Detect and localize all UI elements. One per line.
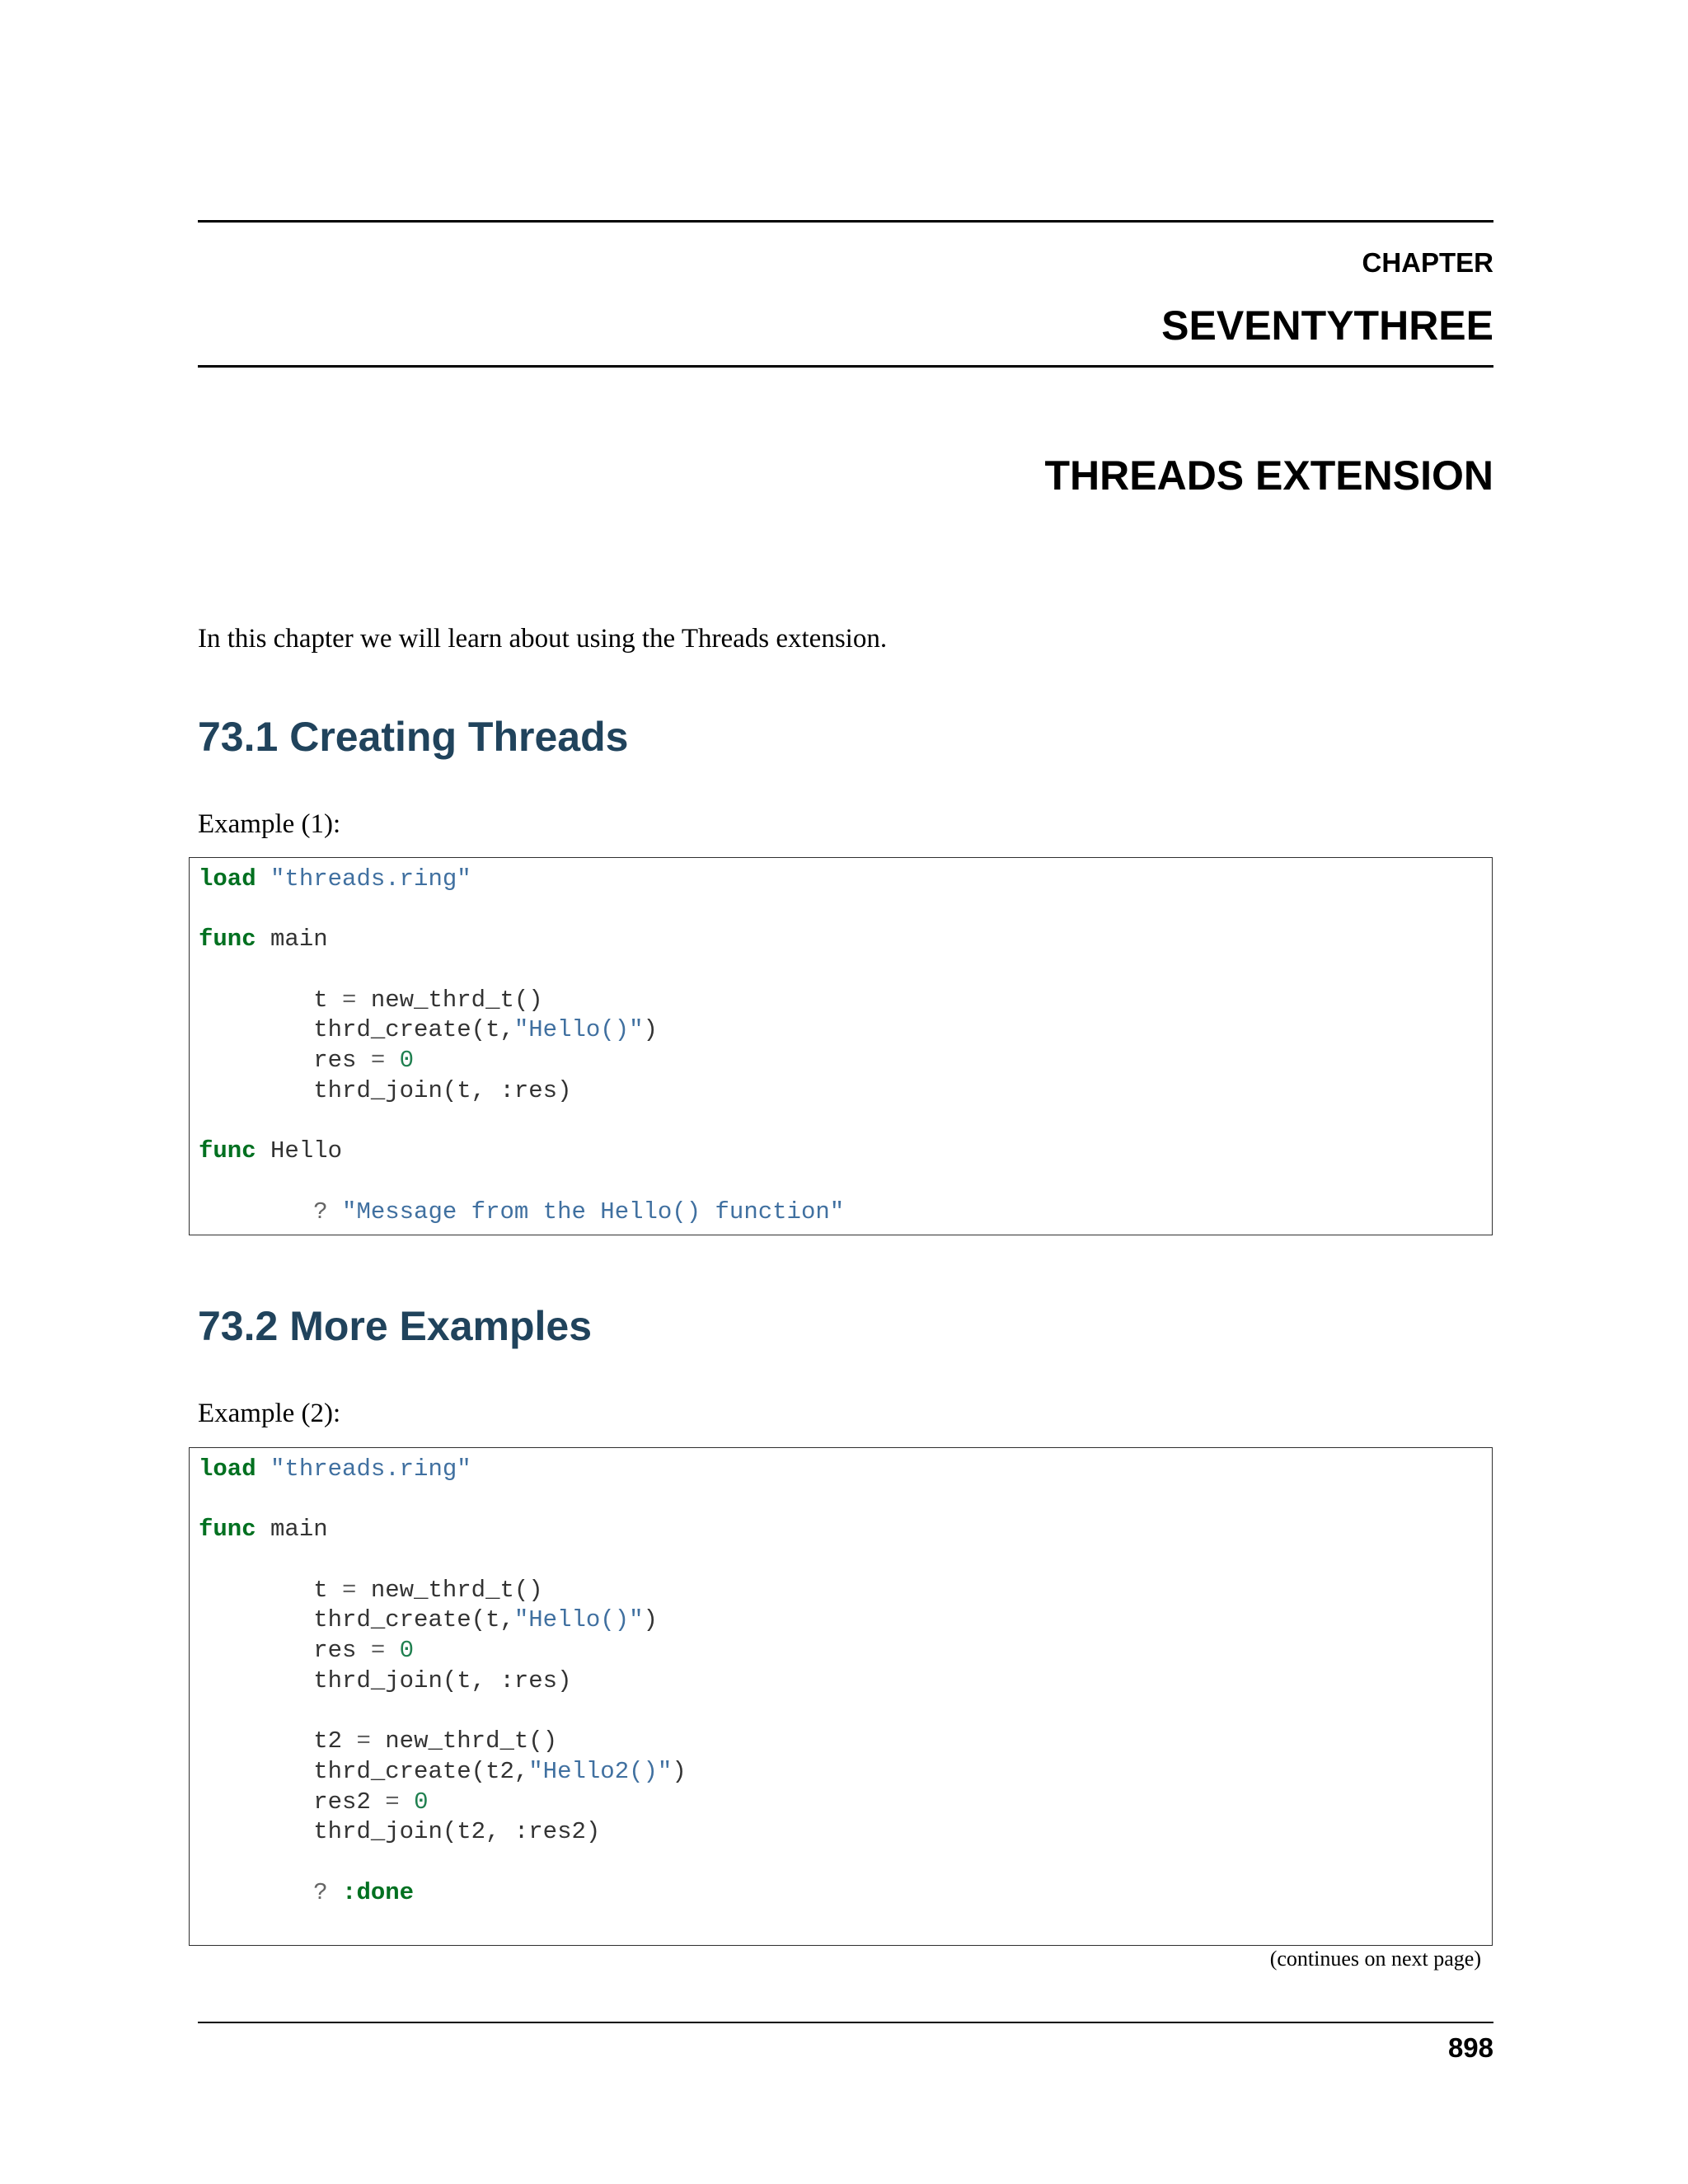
- identifier: new_thrd_t(): [356, 986, 543, 1014]
- keyword: func: [199, 1137, 256, 1165]
- identifier: thrd_join(t, :res): [313, 1076, 572, 1104]
- code-line: [199, 1485, 687, 1516]
- identifier: Hello: [256, 1137, 343, 1165]
- identifier: new_thrd_t(): [356, 1576, 543, 1604]
- code-line: [199, 1015, 844, 1046]
- identifier: thrd_join(t, :res): [313, 1666, 572, 1694]
- symbol-literal: :done: [342, 1878, 415, 1906]
- string-literal: "Hello()": [513, 1606, 644, 1634]
- code-line: [199, 1076, 844, 1107]
- code-line: [199, 1848, 687, 1878]
- section-title-more-examples: 73.2 More Examples: [198, 1303, 593, 1349]
- operator: =: [385, 1788, 400, 1816]
- code-line: [199, 1167, 844, 1197]
- string-literal: "Hello()": [513, 1016, 644, 1044]
- code-line: [199, 1878, 687, 1909]
- identifier: t2: [313, 1727, 357, 1755]
- identifier: t: [313, 1576, 343, 1604]
- identifier: thrd_create(t,: [313, 1606, 514, 1634]
- header-bottom-rule: [198, 365, 1493, 368]
- intro-paragraph: In this chapter we will learn about using the Threads extension.: [198, 624, 888, 654]
- number-literal: 0: [414, 1788, 429, 1816]
- code-line: [199, 1046, 844, 1076]
- chapter-label: CHAPTER: [1362, 247, 1493, 278]
- operator: =: [370, 1047, 386, 1075]
- keyword: func: [199, 926, 256, 954]
- string-literal: "threads.ring": [270, 1455, 471, 1483]
- continues-note: (continues on next page): [1269, 1947, 1481, 1971]
- code-listing: [199, 1455, 687, 1908]
- code-block-1: [189, 857, 1493, 1235]
- code-line: [199, 1605, 687, 1636]
- section-title-creating-threads: 73.1 Creating Threads: [198, 714, 629, 760]
- identifier: main: [256, 926, 328, 954]
- code-line: [199, 955, 844, 986]
- code-line: [199, 1788, 687, 1818]
- number-literal: 0: [399, 1047, 415, 1075]
- identifier: res: [313, 1047, 371, 1075]
- code-line: [199, 1576, 687, 1606]
- identifier: thrd_join(t2, :res2): [313, 1818, 601, 1846]
- string-literal: "threads.ring": [270, 865, 471, 893]
- operator: =: [342, 1576, 357, 1604]
- identifier: thrd_create(t,: [313, 1016, 514, 1044]
- keyword: load: [199, 1455, 256, 1483]
- punctuation: ): [672, 1757, 687, 1785]
- identifier: res: [313, 1637, 371, 1665]
- header-top-rule: [198, 220, 1493, 223]
- code-line: [199, 1197, 844, 1228]
- code-line: [199, 1757, 687, 1788]
- page-number: 898: [1447, 2032, 1493, 2063]
- operator: =: [356, 1727, 371, 1755]
- punctuation: ): [643, 1606, 658, 1634]
- operator: =: [370, 1637, 386, 1665]
- code-listing: [199, 865, 844, 1227]
- chapter-title: THREADS EXTENSION: [1044, 452, 1493, 499]
- code-line: [199, 895, 844, 926]
- identifier: main: [256, 1516, 328, 1544]
- example-label-2: Example (2):: [198, 1399, 341, 1428]
- chapter-number: SEVENTYTHREE: [1161, 302, 1493, 349]
- code-line: [199, 1636, 687, 1666]
- identifier: res2: [313, 1788, 386, 1816]
- code-line: [199, 1666, 687, 1697]
- operator: ?: [313, 1878, 328, 1906]
- code-line: [199, 925, 844, 955]
- punctuation: ): [643, 1016, 658, 1044]
- identifier: thrd_create(t2,: [313, 1757, 529, 1785]
- string-literal: "Message from the Hello() function": [342, 1197, 845, 1226]
- string-literal: "Hello2()": [528, 1757, 673, 1785]
- code-line: [199, 1107, 844, 1137]
- code-line: [199, 1515, 687, 1545]
- keyword: load: [199, 865, 256, 893]
- code-line: [199, 1137, 844, 1167]
- keyword: func: [199, 1516, 256, 1544]
- footer-rule: [198, 2022, 1493, 2023]
- example-label-1: Example (1):: [198, 809, 341, 839]
- number-literal: 0: [399, 1637, 415, 1665]
- code-line: [199, 1727, 687, 1757]
- operator: ?: [313, 1197, 328, 1226]
- identifier: t: [313, 986, 343, 1014]
- code-line: [199, 986, 844, 1016]
- code-line: [199, 1545, 687, 1576]
- code-block-2: [189, 1447, 1493, 1946]
- code-line: [199, 1697, 687, 1727]
- operator: =: [342, 986, 357, 1014]
- identifier: new_thrd_t(): [370, 1727, 558, 1755]
- code-line: [199, 865, 844, 895]
- code-line: [199, 1817, 687, 1848]
- code-line: [199, 1455, 687, 1485]
